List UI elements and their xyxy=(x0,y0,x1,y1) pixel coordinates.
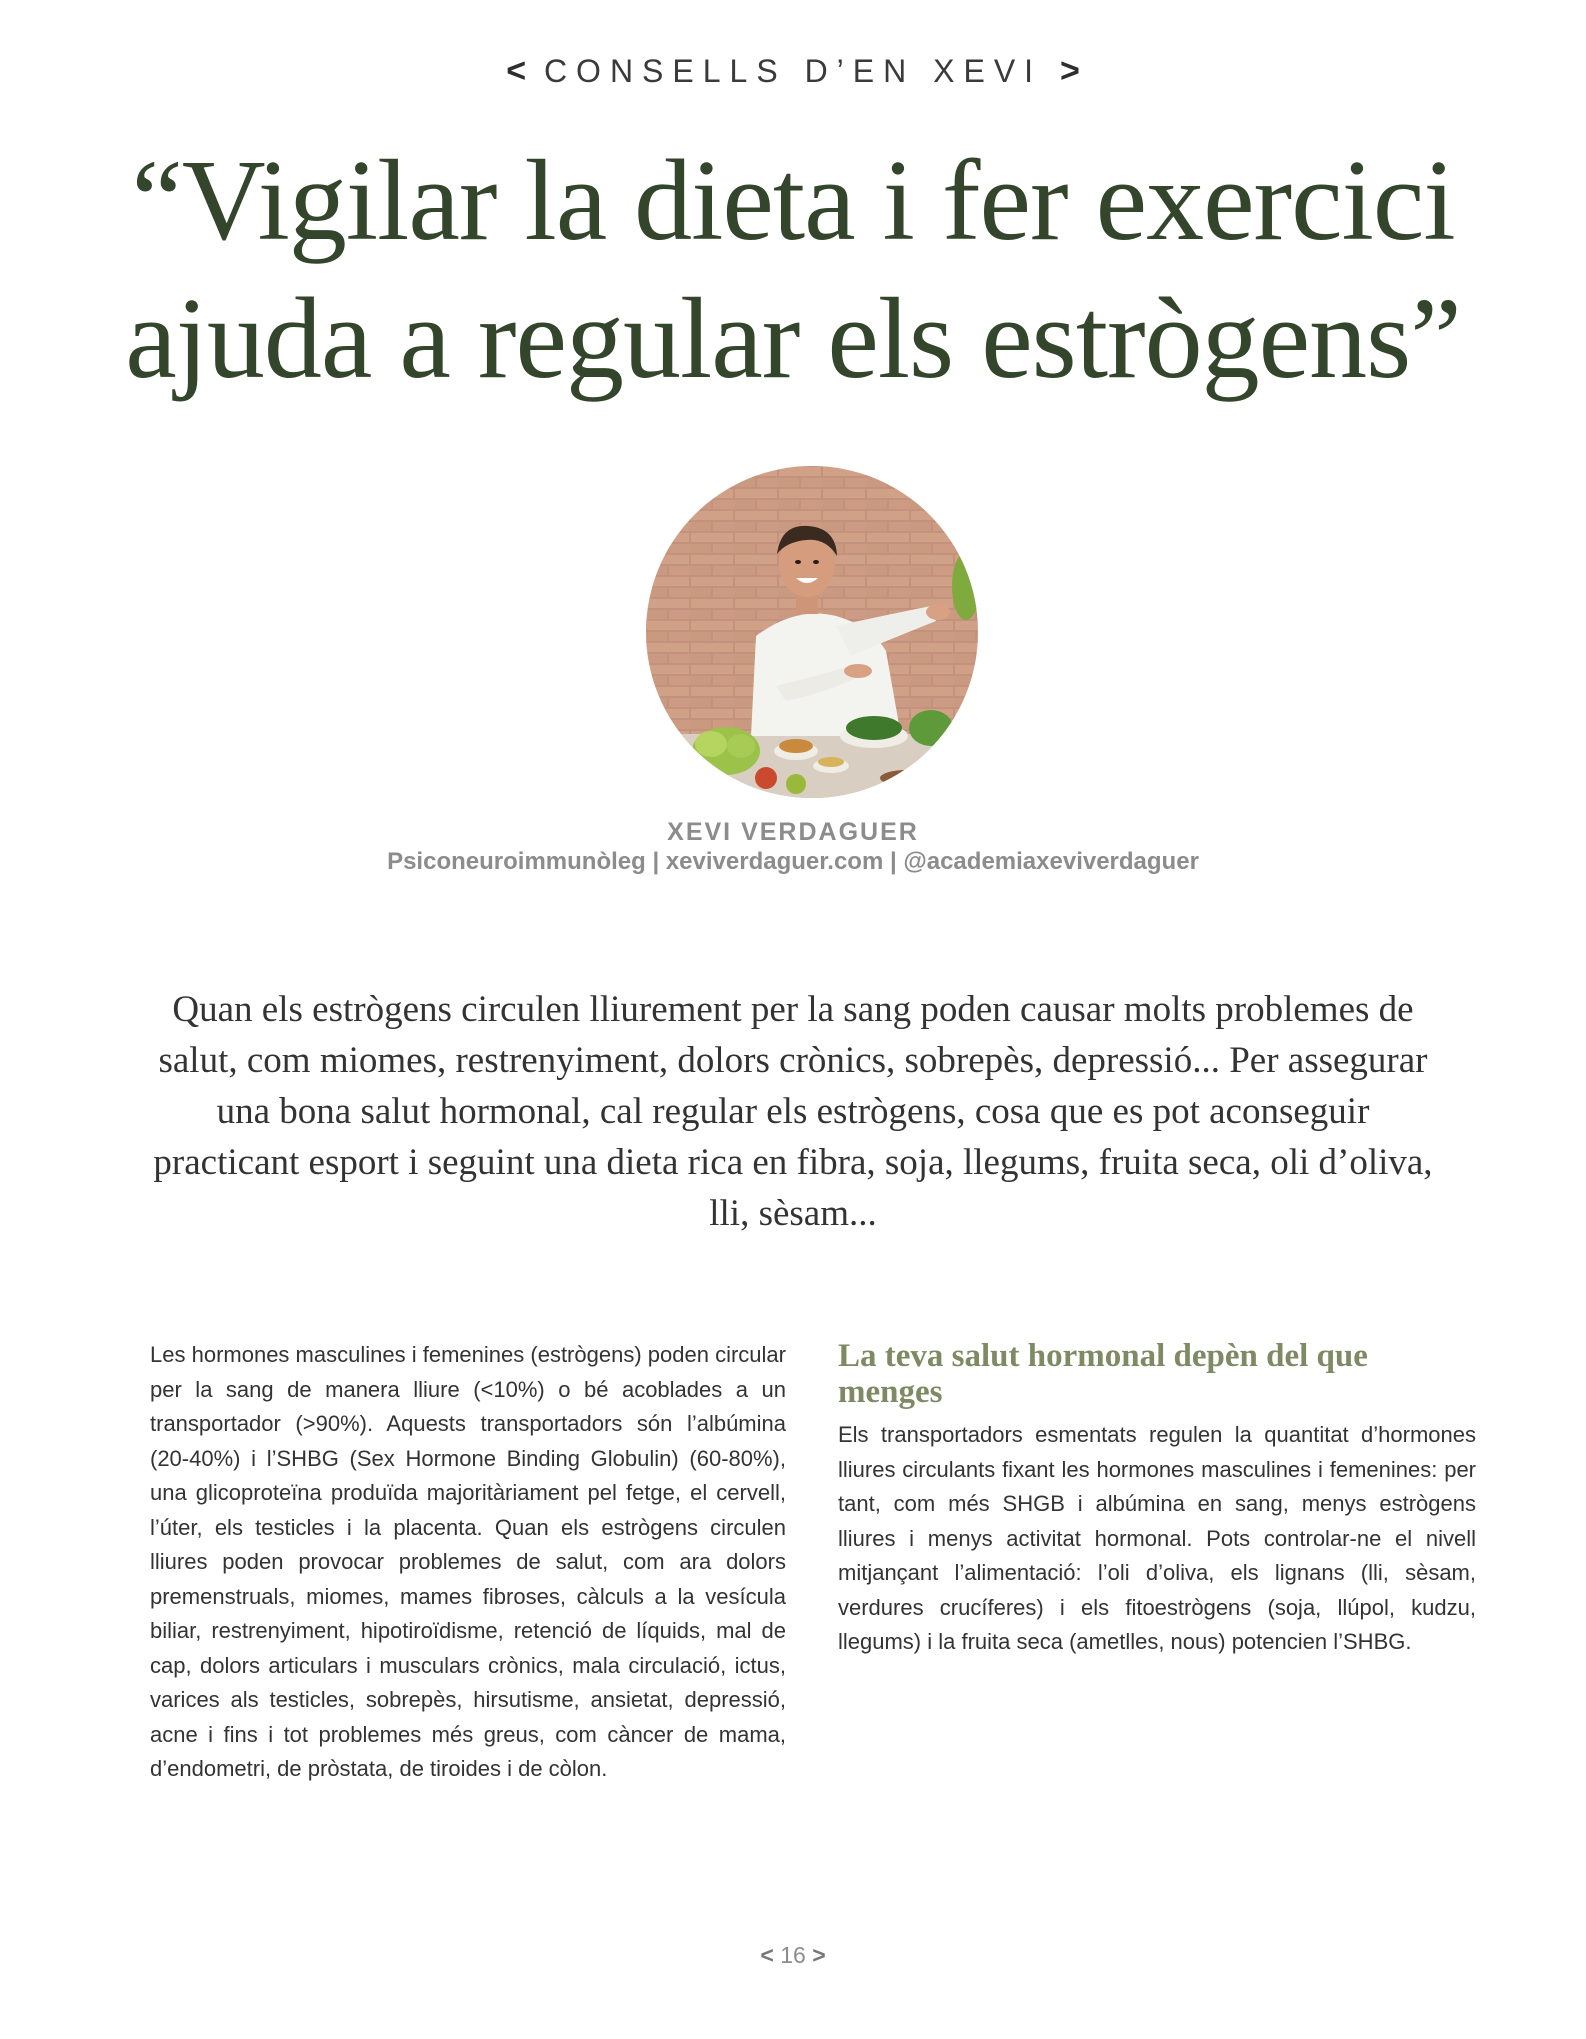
author-portrait xyxy=(646,466,978,798)
page-number-value: 16 xyxy=(780,1942,806,1968)
body-left-column: Les hormones masculines i femenines (estrògens) poden circular per la sang de manera lliure (<10%) o bé acoblades a un transportador (>90%). Aquests transportadors són l’albúmina (20-40%) i l’SHBG (Sex Hormone Binding Globulin) (60-80%), una glicoproteïna produïda majoritàriament pel fetge, el cervell, l’úter, els testicles i la placenta. Quan els estrògens circulen lliures poden provocar problemes de salut, com ara dolors premenstruals, miomes, mames fibroses, càlculs a la vesícula biliar, restrenyiment, hipotiroïdisme, retenció de líquids, mal de cap, dolors articulars i musculars crònics, mala circulació, ictus, varices als testicles, sobrepès, hirsutisme, ansietat, depressió, acne i fins i tot problemes més greus, com càncer de mama, d’endometri, de pròstata, de tiroides i de còlon. xyxy=(150,1342,786,1781)
bracket-right: > xyxy=(1059,52,1080,90)
author-name: XEVI VERDAGUER xyxy=(667,818,919,846)
headline-line-1: “Vigilar la dieta i fer exercici xyxy=(131,137,1455,265)
section-label xyxy=(0,52,1586,91)
page-number xyxy=(0,1942,1586,1969)
body-right-column: Els transportadors esmentats regulen la quantitat d’hormones lliures circulants fixant les hormones masculines i femenines: per tant, com més SHGB i albúmina en sang, menys estrògens lliures i menys activitat hormonal. Pots controlar-ne el nivell mitjançant l’alimentació: l’oli d’oliva, els lignans (lli, sèsam, verdures crucíferes) i els fitoestrògens (soja, llúpol, kudzu, llegums) i la fruita seca (ametlles, nous) potencien l’SHBG. xyxy=(838,1422,1476,1654)
page-bracket-left: < xyxy=(760,1942,774,1968)
page-bracket-right: > xyxy=(812,1942,826,1968)
subheading: La teva salut hormonal depèn del que menges xyxy=(838,1338,1368,1410)
author-photo-illustration xyxy=(646,466,978,798)
bracket-left: < xyxy=(506,52,527,90)
headline-line-2: ajuda a regular els estrògens” xyxy=(125,275,1461,403)
section-title: CONSELLS D’EN XEVI xyxy=(543,53,1043,89)
lead-paragraph: Quan els estrògens circulen lliurement per la sang poden causar molts problemes de salut, com miomes, restrenyiment, dolors crònics, sobrepès, depressió... Per assegurar una bona salut hormonal, cal regular els estrògens, cosa que es pot aconseguir practicant esport i seguint una dieta rica en fibra, soja, llegums, fruita seca, oli d’oliva, lli, sèsam... xyxy=(153,989,1433,1234)
headline xyxy=(60,132,1526,408)
author-credentials: Psiconeuroimmunòleg | xeviverdaguer.com | @academiaxeviverdaguer xyxy=(387,848,1199,875)
